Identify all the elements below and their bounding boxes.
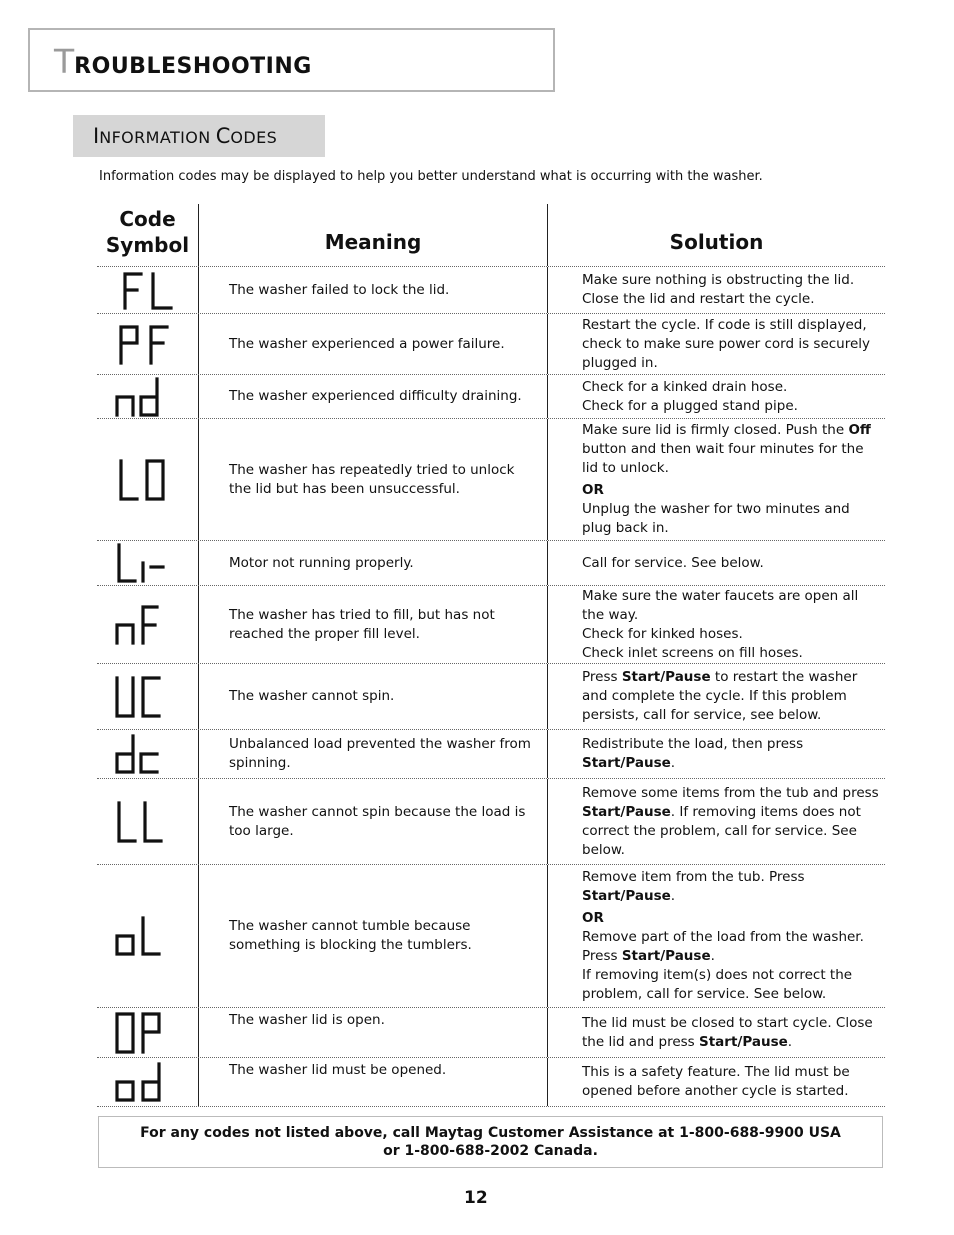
seven-segment-dc bbox=[105, 732, 185, 776]
solution-text: Make sure nothing is obstructing the lid. Close the lid and restart the cycle. bbox=[582, 272, 855, 307]
code-symbol-op bbox=[97, 1008, 198, 1057]
intro-text: Information codes may be displayed to help you better understand what is occurring with the washer. bbox=[99, 169, 763, 184]
section-cap-2: C bbox=[215, 124, 231, 148]
seven-segment-od bbox=[105, 1060, 185, 1104]
solution-text: Restart the cycle. If code is still displayed, check to make sure power cord is securely plugged in. bbox=[582, 316, 871, 371]
page-number: 12 bbox=[464, 1188, 488, 1208]
code-symbol-uc bbox=[97, 664, 198, 729]
table-row bbox=[97, 540, 885, 585]
solution-part: . bbox=[710, 948, 715, 964]
solution-part: . bbox=[670, 888, 676, 904]
start-pause-label: Start/Pause bbox=[699, 1033, 788, 1050]
meaning-cell: Unbalanced load prevented the washer from spinning. bbox=[198, 730, 547, 778]
seven-segment-uc bbox=[105, 674, 185, 720]
code-symbol-ll bbox=[97, 779, 198, 864]
solution-cell bbox=[547, 419, 885, 540]
footer-line-1: For any codes not listed above, call Maytag Customer Assistance at 1-800-688-9900 USA bbox=[140, 1125, 841, 1141]
seven-segment-lo bbox=[105, 457, 185, 503]
start-pause-label: Start/Pause bbox=[582, 803, 671, 820]
solution-part: . bbox=[670, 755, 676, 771]
seven-segment-nf bbox=[105, 603, 185, 647]
meaning-cell: The washer cannot tumble because something is blocking the tumblers. bbox=[198, 865, 547, 1007]
section-cap-1: I bbox=[93, 124, 100, 148]
code-symbol-nf bbox=[97, 586, 198, 663]
solution-text bbox=[582, 1014, 881, 1052]
meaning-cell: The washer experienced difficulty draining. bbox=[198, 375, 547, 418]
solution-part: Redistribute the load, then press bbox=[582, 736, 804, 752]
code-symbol-ol bbox=[97, 865, 198, 1007]
code-symbol-dc bbox=[97, 730, 198, 778]
solution-part: The lid must be closed to start cycle. Close the lid and press bbox=[582, 1014, 873, 1050]
seven-segment-op bbox=[105, 1010, 185, 1056]
codes-table bbox=[97, 204, 885, 1107]
section-rest-2: ODES bbox=[230, 128, 278, 147]
solution-cell bbox=[547, 541, 885, 585]
col-solution-header: Solution bbox=[547, 204, 885, 266]
title-rest: ROUBLESHOOTING bbox=[74, 54, 312, 79]
meaning-cell: The washer has repeatedly tried to unlock the lid but has been unsuccessful. bbox=[198, 419, 547, 540]
table-row bbox=[97, 663, 885, 729]
footer-line-2: or 1-800-688-2002 Canada. bbox=[383, 1143, 598, 1159]
solution-part: button and then wait four minutes for the lid to unlock. bbox=[582, 441, 864, 476]
seven-segment-fl bbox=[105, 268, 185, 312]
seven-segment-nd bbox=[105, 375, 185, 419]
table-row bbox=[97, 374, 885, 418]
meaning-cell: The washer experienced a power failure. bbox=[198, 314, 547, 374]
table-row bbox=[97, 585, 885, 663]
col-meaning-header: Meaning bbox=[198, 204, 547, 266]
table-header bbox=[97, 204, 885, 266]
solution-text: Call for service. See below. bbox=[582, 554, 764, 571]
table-row bbox=[97, 313, 885, 374]
meaning-cell: Motor not running properly. bbox=[198, 541, 547, 585]
meaning-cell: The washer cannot spin because the load is too large. bbox=[198, 779, 547, 864]
table-row bbox=[97, 1057, 885, 1107]
table-row bbox=[97, 418, 885, 540]
code-symbol-lo bbox=[97, 419, 198, 540]
col-code-line2: Symbol bbox=[105, 233, 190, 257]
customer-assistance-note bbox=[98, 1116, 883, 1168]
solution-cell bbox=[547, 314, 885, 374]
solution-text bbox=[582, 928, 881, 966]
code-symbol-od bbox=[97, 1058, 198, 1106]
code-symbol-li bbox=[97, 541, 198, 585]
solution-text bbox=[582, 784, 881, 860]
seven-segment-ll bbox=[105, 799, 185, 845]
title-initial: T bbox=[54, 42, 75, 81]
solution-part: to restart the washer and complete the cycle. If this problem persists, call for service, see below. bbox=[582, 669, 858, 723]
table-row bbox=[97, 729, 885, 778]
col-code-header bbox=[97, 204, 198, 266]
meaning-cell: The washer lid is open. bbox=[198, 1008, 547, 1057]
seven-segment-pf bbox=[105, 321, 185, 367]
solution-text: This is a safety feature. The lid must be opened before another cycle is started. bbox=[582, 1064, 850, 1099]
solution-cell bbox=[547, 267, 885, 313]
code-symbol-fl bbox=[97, 267, 198, 313]
solution-text bbox=[582, 735, 881, 773]
solution-cell bbox=[547, 586, 885, 663]
solution-text bbox=[582, 421, 881, 478]
page-title bbox=[28, 28, 555, 92]
code-symbol-pf bbox=[97, 314, 198, 374]
solution-part: . If removing items does not correct the problem, call for service. See below. bbox=[582, 803, 861, 858]
solution-cell bbox=[547, 664, 885, 729]
meaning-cell: The washer lid must be opened. bbox=[198, 1058, 547, 1106]
table-row bbox=[97, 778, 885, 864]
solution-part: Make sure lid is firmly closed. Push the bbox=[582, 422, 849, 438]
table-row bbox=[97, 864, 885, 1007]
solution-cell bbox=[547, 779, 885, 864]
table-row bbox=[97, 1007, 885, 1057]
start-pause-label: Start/Pause bbox=[582, 888, 671, 904]
solution-line: Check for kinked hoses. bbox=[582, 625, 743, 642]
solution-cell bbox=[547, 1058, 885, 1106]
seven-segment-ol bbox=[105, 914, 185, 958]
code-symbol-nd bbox=[97, 375, 198, 418]
solution-part: Press bbox=[582, 669, 622, 685]
off-button-label: Off bbox=[848, 422, 871, 438]
solution-cell bbox=[547, 375, 885, 418]
solution-part: Remove part of the load from the washer. Press bbox=[582, 929, 864, 964]
solution-text: If removing item(s) does not correct the problem, call for service. See below. bbox=[582, 967, 853, 1002]
seven-segment-li bbox=[105, 541, 185, 585]
solution-line: Check for a plugged stand pipe. bbox=[582, 397, 798, 414]
meaning-cell: The washer failed to lock the lid. bbox=[198, 267, 547, 313]
or-label: OR bbox=[582, 482, 604, 498]
section-rest-1: NFORMATION bbox=[99, 128, 211, 147]
solution-text bbox=[582, 668, 881, 725]
solution-cell bbox=[547, 730, 885, 778]
col-code-line1: Code bbox=[119, 207, 176, 231]
meaning-cell: The washer cannot spin. bbox=[198, 664, 547, 729]
solution-part: Remove some items from the tub and press bbox=[582, 784, 879, 801]
solution-part: . bbox=[787, 1033, 793, 1050]
section-heading bbox=[73, 115, 325, 157]
table-row bbox=[97, 266, 885, 313]
solution-line: Make sure the water faucets are open all the way. bbox=[582, 587, 859, 623]
start-pause-label: Start/Pause bbox=[621, 669, 711, 685]
solution-line: Check for a kinked drain hose. bbox=[582, 378, 788, 395]
solution-text bbox=[582, 868, 881, 906]
solution-cell bbox=[547, 865, 885, 1007]
solution-part: Remove item from the tub. Press bbox=[582, 869, 805, 885]
solution-line: Check inlet screens on fill hoses. bbox=[582, 644, 803, 661]
solution-cell bbox=[547, 1008, 885, 1057]
start-pause-label: Start/Pause bbox=[621, 948, 711, 964]
or-label: OR bbox=[582, 910, 604, 926]
solution-text: Unplug the washer for two minutes and plug back in. bbox=[582, 501, 850, 536]
meaning-cell: The washer has tried to fill, but has not reached the proper fill level. bbox=[198, 586, 547, 663]
start-pause-label: Start/Pause bbox=[582, 755, 671, 771]
